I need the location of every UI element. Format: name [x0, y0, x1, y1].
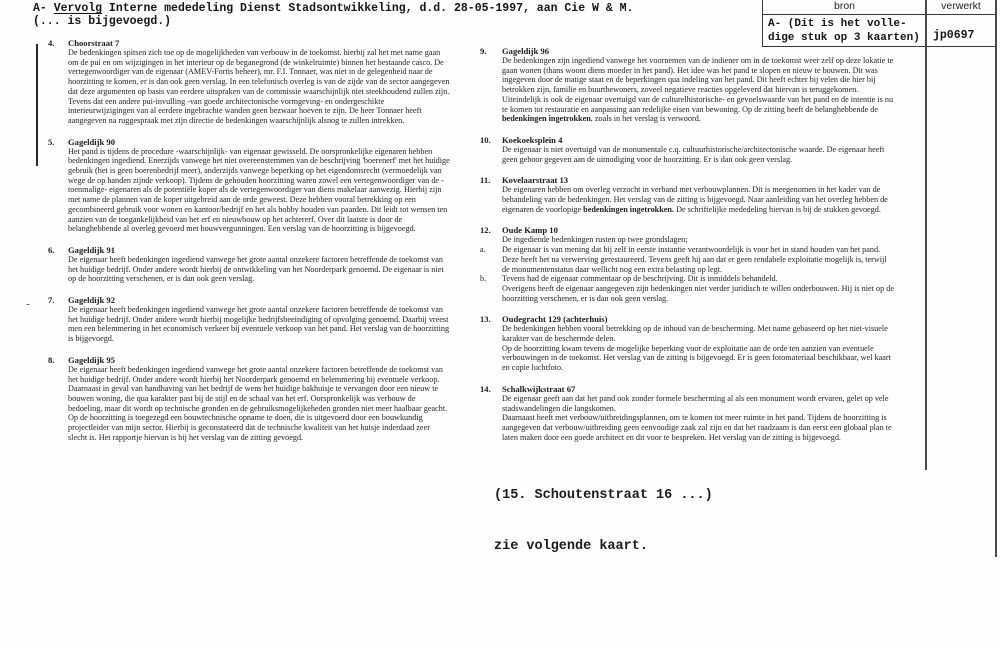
header-underlined-word: Vervolg	[53, 2, 103, 15]
item-13-oudegracht-129	[480, 314, 896, 373]
item-text: De bedenkingen hebben vooral betrekking op de inhoud van de bescherming. Met name gebaseerd op het niet-visuele karakter van de beschermde delen.	[502, 324, 888, 344]
item-title: Gageldijk 91	[68, 244, 116, 255]
item-title: Oudegracht 129 (achterhuis)	[502, 314, 608, 325]
sub-item-text: Tevens had de eigenaar commentaar op de beschrijving. Dit is inmiddels behandeld.	[502, 274, 778, 284]
item-7-gageldijk-92	[48, 295, 450, 344]
item-text: De eigenaar heeft bedenkingen ingediend vanwege het grote aantal onzekere factoren betreffende de toekomst van het huidige bedrijf. Onder andere wordt hierbij mogelijke bedrijfsbeeindiging of opvolging genoemd. Daarbij vreest men een belemmering in het economisch verkeer bij eventuele verkoop van het pand. Het verslag van de hoorzitting is bijgevoegd.	[68, 305, 450, 344]
item-title: Schalkwijkstraat 67	[502, 383, 576, 394]
item-6-gageldijk-91	[48, 245, 450, 284]
stamp-note-line-2: dige stuk op 3 kaarten)	[768, 32, 920, 44]
item-title: Kovelaarstraat 13	[502, 175, 569, 186]
stamp-box	[762, 0, 996, 47]
item-number: 9.	[480, 46, 487, 56]
item-text: Op de hoorzitting kwam tevens de mogelijke beperking voor de exploitatie aan de orde ten aanzien van eventuele verbouwingen in de toekomst. Het verslag van de zitting is bijgevoegd. Er is geen fotomateriaal beschikbaar, wel kaart en copie luchtfoto.	[502, 343, 891, 373]
footer-note-line-2: zie volgende kaart.	[494, 539, 648, 555]
left-margin-bar	[36, 44, 38, 166]
item-text: De eigenaar geeft aan dat het pand ook zonder formele bescherming al als een monument wordt ervaren, gelet op vele stadswandelingen die langskomen.	[502, 393, 889, 413]
item-5-gageldijk-90	[48, 137, 450, 234]
vertical-rule-outer	[995, 0, 997, 557]
item-text: De eigenaar is niet overtuigd van de monumentale c.q. cultuurhistorische/architectonische waarde. De eigenaar heeft geen gehoor gegeven aan de uitnodiging voor de hoorzitting. Er is dan ook geen verslag.	[502, 144, 885, 164]
item-11-kovelaarstraat-13	[480, 175, 896, 214]
stamp-bron-header: bron	[833, 0, 855, 12]
item-title: Oude Kamp 10	[502, 225, 558, 236]
item-number: 4.	[48, 38, 55, 48]
item-14-schalkwijkstraat-67	[480, 384, 896, 443]
sub-item-label: b.	[480, 274, 487, 284]
item-9-gageldijk-96	[480, 46, 896, 124]
item-text: De eigenaar heeft bedenkingen ingediend vanwege het grote aantal onzekere factoren betreffende de toekomst van het huidige bedrijf. Onder andere wordt hierbij het Noorderpark genoemd en belemmering bij eventuele verkoop. Daarnaast in geval van handhaving van het bedrijf de wens het huidige bakhuisje te vervangen door een nieuw te bouwen woning, die qua karakter past bij de stijl en de schaal van het erf. Oorspronkelijk was verbouw de bedoeling, maar dit wordt op technische gronden en de gebruiksmogelijkeheden gronden niet meer haalbaar geacht. Op de hoorzitting is toegezegd een bouwtechnische opname te doen, die is uitgevoerd door een bouwkundig projectleider van mijn sector. Hierbij is geconstateerd dat de technische kwaliteit van het huisje inderdaad zeer slecht is. Het rapportje hiervan is bij het verslag van de zitting gevoegd.	[68, 364, 448, 442]
item-text: De bedenkingen spitsen zich toe op de mogelijkheden van verbouw in de toekomst. hierbij zal het met name gaan om de pui en om wijzigingen in het interieur op de beganegrond (de winkelruimte) binnen het bestaande casco. De vertegenwoordiger van de eigenaar (AMEV-Fortis beheer), mr. F.I. Tonnaer, was niet in de gelegenheid naar de hoorzitting te komen, er is dan ook geen verslag. In een telefonisch overleg is van de zijde van de sector aangegeven dat deze argumenten op basis van eerdere uitspraken van de commissie waarschijnlijk niet steekhoudend zullen zijn. Tevens dat een andere pui-invulling -van goede architectonische vormgeving- en ondergeschikte interieurwijzigingen van al eerdere ingebrachte wanden geen bezwaar hoeven te zijn. De heer Tonnaer heeft aangegeven na ruggespraak met zijn directie de bedenkingen waarschijnlijk alsnog te zullen intrekken.	[68, 48, 450, 125]
sub-item-b	[480, 274, 896, 284]
item-number: 12.	[480, 225, 491, 236]
item-title: Koekoeksplein 4	[502, 134, 563, 145]
header-line-2: (... is bijgevoegd.)	[33, 15, 172, 28]
item-number: 10.	[480, 134, 491, 145]
stamp-note-line-1: A- (Dit is het volle-	[768, 18, 907, 30]
item-title: Gageldijk 95	[68, 354, 116, 365]
item-number: 8.	[48, 354, 55, 365]
item-number: 6.	[48, 244, 55, 255]
item-intro: De ingediende bedenkingen rusten op twee grondslagen;	[502, 235, 688, 245]
header-prefix: A-	[33, 2, 54, 15]
item-text: Daarnaast heeft met verbouw/uitbreidingsplannen, om te komen tot meer ruimte in het pand. Tijdens de hoorzitting is aangegeven dat verbouw/uitbreiding geen eenvoudige zaak zal zijn en dat het raadzaam is dan eerst een globaal plan te laten maken door een goede architect en dit voor te bespreken. Het verslag van de zitting is bijgevoegd.	[502, 413, 892, 442]
item-title: Gageldijk 96	[502, 46, 550, 56]
item-title: Choorstraat 7	[68, 38, 120, 48]
item-number: 14.	[480, 383, 491, 394]
item-number: 5.	[48, 136, 55, 147]
stamp-verwerkt-value: jp0697	[933, 29, 975, 42]
item-10-koekoeksplein-4	[480, 135, 896, 164]
item-number: 13.	[480, 314, 491, 325]
header-rest: Interne mededeling Dienst Stadsontwikkeling, d.d. 28-05-1997, aan Cie W & M.	[102, 2, 634, 15]
item-8-gageldijk-95	[48, 355, 450, 443]
margin-dash: -	[26, 298, 30, 310]
header-line-1	[33, 2, 633, 15]
item-text: De eigenaar heeft bedenkingen ingediend vanwege het grote aantal onzekere factoren betreffende de toekomst van het huidige bedrijf. Onder andere wordt hierbij de ontwikkeling van het Noorderpark genoemd. De eigenaar is niet op de hoorzitting verschenen, er is dan ook geen verslag.	[68, 254, 444, 284]
item-title: Gageldijk 92	[68, 295, 116, 306]
item-title: Gageldijk 90	[68, 136, 116, 147]
item-4-choorstraat-7	[48, 38, 450, 126]
stamp-verwerkt-header: verwerkt	[941, 0, 981, 12]
item-outro: Overigens heeft de eigenaar aangegeven zijn bedenkingen niet verder juridisch te willen onderbouwen. Hij is niet op de hoorzitting verschenen, er is dan ook geen verslag.	[502, 283, 894, 303]
item-text: Het pand is tijdens de procedure -waarschijnlijk- van eigenaar gewisseld. De oorspronkelijke eigenaren hebben bedenkingen ingediend. Enerzijds vanwege het niet overeenstemmen van de beschrijving 'boerenerf' met het huidige gebruik (het is geen boerenbedrijf meer), anderzijds vanwege beperking op het eigendomsrecht (vermoedelijk van wege de op handen zijnde verkoop). Tijdens de gehouden hoorzitting waren zowel een vertegenwoordiger van de -toenmalige- eigenaren als de potentiële koper als de vertegenwoordiger van diens makelaar aanwezig. Hierbij zijn met name de plannen van de koper uitgebreid aan de orde geweest. Deze hebben vooral betrekking op een gecombineerd gebruik voor wonen en kantoor/bedrijf en het als hobby houden van paarden. Dit leidt tot wensen ten aanzien van de toegankelijkheid van het erf en nieuwbouw op het achtererf. Over dit laatste is door de belanghebbende al overleg gevoerd met bouwvergunningen. Een verslag van de hoorzitting is bijgevoegd.	[68, 146, 450, 234]
typewritten-footer-note	[494, 453, 896, 589]
item-12-oude-kamp-10	[480, 225, 896, 303]
item-number: 11.	[480, 175, 491, 186]
item-text: De bedenkingen zijn ingediend vanwege het voornemen van de indiener om in de toekomst weer zelf op deze lokatie te gaan wonen (thans woont diens moeder in het pand). Het idee was het pand te slopen en nieuw te bouwen. Dit was ingegeven door de matige staat en de beperkingen qua indeling van het pand. Dit heeft echter bij velen die hier bij betrokken zijn, familie en buurtbewoners, zoveel negatieve reacties opgeleverd dat hiervan is teruggekomen. Uiteindelijk is ook de eigenaar overtuigd van de culturelhistorische- en gevoelswaarde van het pand en de intentie is nu te komen tot restauratie en aanpassing aan redelijke eisen van bewoning. Op de zitting heeft de belanghebbende de bedenkingen ingetrokken, zoals in het verslag is verwoord.	[502, 56, 894, 124]
stamp-box-header-row	[763, 0, 996, 15]
sub-item-text: De eigenaar is van mening dat hij zelf in eerste instantie verantwoordelijk is voor het in stand houden van het pand. Deze heeft het na verwerving gerestaureerd. Tevens geeft hij aan dat er geen rendabele exploitatie mogelijk is, terwijl de monumentenstatus daar wellicht nog een extra belasting op legt.	[502, 245, 887, 274]
item-number: 7.	[48, 295, 55, 306]
left-column	[48, 38, 450, 454]
item-text: De eigenaren hebben om overleg verzocht in verband met verbouwplannen. Dit is meegenomen in het kader van de behandeling van de bedenkingen. Het verslag van de zitting is bijgevoegd. Naar aanleiding van het overleg hebben de eigenaren de voorlopige bedenkingen ingetrokken. De schriftelijke mededeling hiervan is bij de stukken gevoegd.	[502, 185, 888, 214]
document-header	[33, 2, 633, 28]
sub-item-a	[480, 245, 896, 274]
vertical-rule-inner	[925, 0, 927, 470]
right-column	[480, 46, 896, 589]
stamp-handwritten-note	[768, 17, 920, 45]
footer-note-line-1: (15. Schoutenstraat 16 ...)	[494, 488, 713, 504]
sub-item-label: a.	[480, 245, 486, 255]
